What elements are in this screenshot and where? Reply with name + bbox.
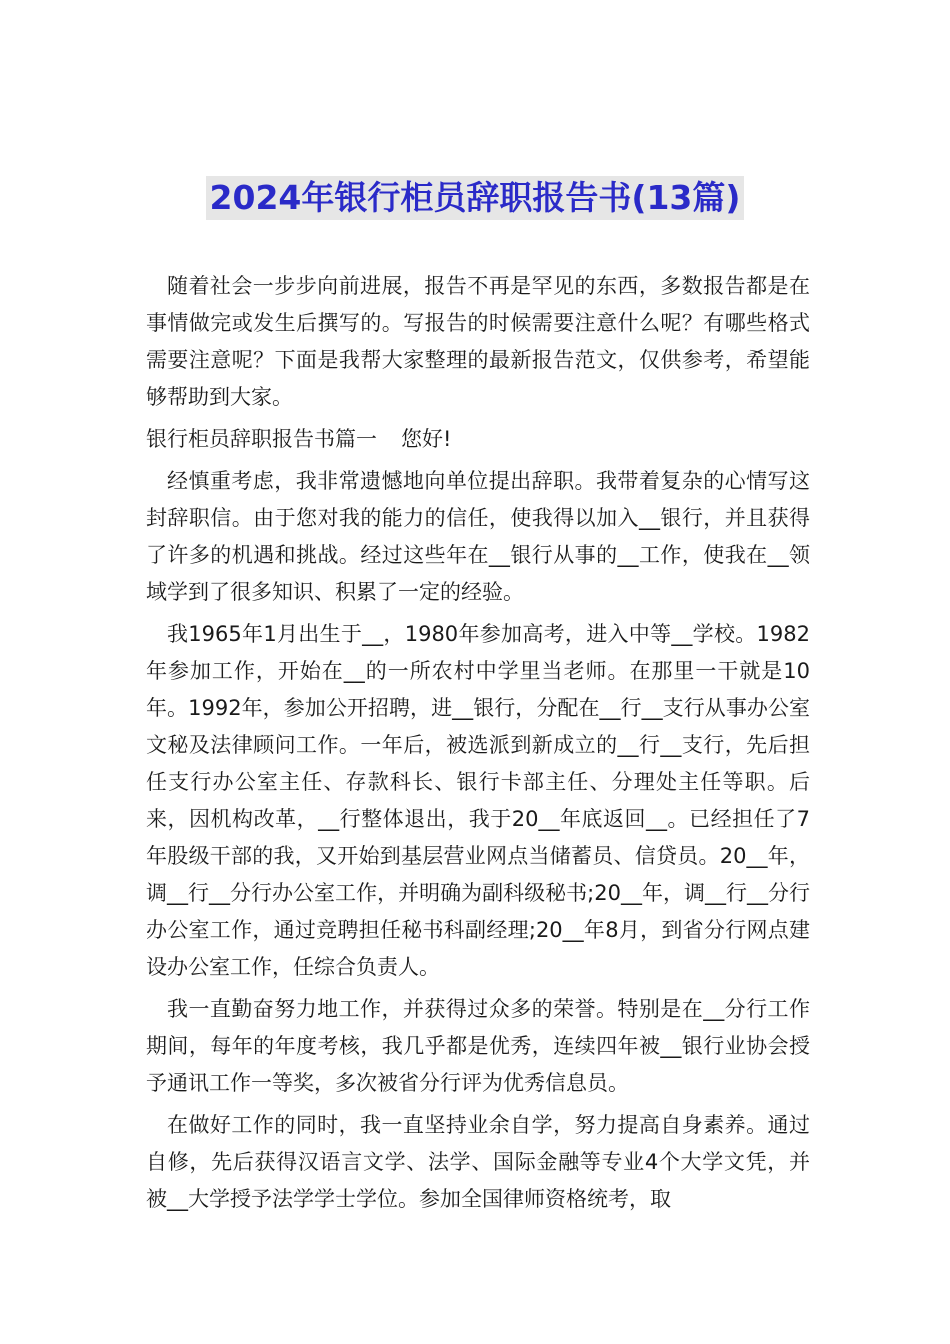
section-heading-line — [146, 421, 810, 458]
body-paragraph: 在做好工作的同时，我一直坚持业余自学，努力提高自身素养。通过自修，先后获得汉语言文学、法学、国际金融等专业4个大学文凭，并被__大学授予法学学士学位。参加全国律师资格统考，取 — [146, 1113, 810, 1211]
title-container — [0, 176, 950, 220]
body-paragraph: 经慎重考虑，我非常遗憾地向单位提出辞职。我带着复杂的心情写这封辞职信。由于您对我的能力的信任，使我得以加入__银行，并且获得了许多的机遇和挑战。经过这些年在__银行从事的__工作，使我在__领域学到了很多知识、积累了一定的经验。 — [146, 469, 810, 604]
body-paragraph: 我一直勤奋努力地工作，并获得过众多的荣誉。特别是在__分行工作期间，每年的年度考核，我几乎都是优秀，连续四年被__银行业协会授予通讯工作一等奖，多次被省分行评为优秀信息员。 — [146, 997, 810, 1095]
greeting: 您好! — [401, 427, 452, 451]
section-heading: 银行柜员辞职报告书篇一 — [146, 427, 377, 451]
document-body — [146, 268, 810, 1223]
body-paragraph: 我1965年1月出生于__，1980年参加高考，进入中等__学校。1982年参加工作，开始在__的一所农村中学里当老师。在那里一干就是10年。1992年，参加公开招聘，进__银行，分配在__行__支行从事办公室文秘及法律顾问工作。一年后，被选派到新成立的__行__支行，先后担任支行办公室主任、存款科长、银行卡部主任、分理处主任等职。后来，因机构改革，__行整体退出，我于20__年底返回__。已经担任了7年股级干部的我，又开始到基层营业网点当储蓄员、信贷员。20__年，调__行__分行办公室工作，并明确为副科级秘书;20__年，调__行__分行办公室工作，通过竞聘担任秘书科副经理;20__年8月，到省分行网点建设办公室工作，任综合负责人。 — [146, 622, 810, 979]
document-title: 2024年银行柜员辞职报告书(13篇) — [206, 176, 745, 220]
intro-paragraph: 随着社会一步步向前进展，报告不再是罕见的东西，多数报告都是在事情做完或发生后撰写的。写报告的时候需要注意什么呢？有哪些格式需要注意呢？下面是我帮大家整理的最新报告范文，仅供参考，希望能够帮助到大家。 — [146, 274, 810, 409]
